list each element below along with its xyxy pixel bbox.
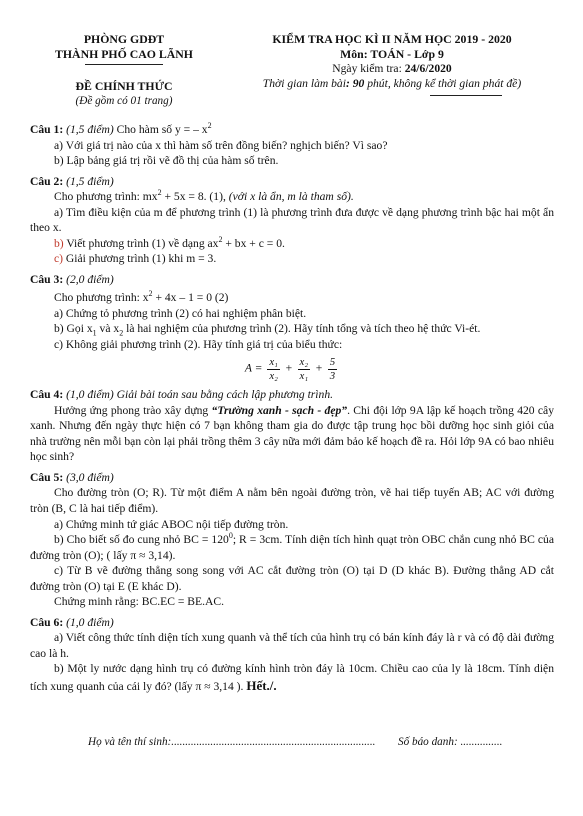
header-right-rule <box>430 95 502 96</box>
official-label: ĐỀ CHÍNH THỨC <box>75 79 173 94</box>
question-6b: b) Một ly nước dạng hình trụ có đường kính hình tròn đáy là 10cm. Chiều cao của ly là 18cm. Tính diện tích xung quanh của cái ly đó? (lấy π ≈ 3,14 ). Hết./. <box>30 662 554 693</box>
question-2c: c) Giải phương trình (1) khi m = 3. <box>54 252 217 266</box>
question-5b: b) Cho biết số đo cung nhỏ BC = $120^0$; R = 3cm. Tính diện tích hình quạt tròn OBC chắn cung nhỏ BC của đường tròn (O); ( lấy π ≈ 3,14). <box>30 531 554 562</box>
exam-date: Ngày kiểm tra: 24/6/2020 <box>332 62 452 76</box>
question-6: Câu 6: (1,0 điểm) a) Viết công thức tính diện tích xung quanh và thể tích của hình trụ có bán kính đáy là r và có độ dài đường cao là h. b) Một ly nước dạng hình trụ có đường kính hình tròn đáy là 10cm. Chiều cao của ly là 18cm. Tính diện tích xung quanh của cái ly đó? (lấy π ≈ 3,14 ). Hết./. <box>30 615 554 693</box>
fraction-1: $\frac{\text{x₁}}{\text{x₂}}$ <box>269 356 278 382</box>
question-5c-prove: Chứng minh rằng: BC.EC = BE.AC. <box>54 595 224 609</box>
department-line1: PHÒNG GDĐT <box>83 32 165 46</box>
question-2: Câu 2: (1,5 điểm) Cho phương trình: $mx^2 + 5x = 8$. (1), (với x là ẩn, m là tham số). a) Tìm điều kiện của m để phương trình (1) là phương trình đưa được về dạng phương trình bậc hai một ẩn theo x. b) Viết phương trình (1) về dạng $ax^2$ + bx + c = 0. c) Giải phương trình (1) khi m = 3. <box>30 174 554 266</box>
exam-subject: Môn: TOÁN - Lớp 9 <box>340 47 444 62</box>
question-4: Câu 4: (1,0 điểm) Giải bài toán sau bằng cách lập phương trình. Hưởng ứng phong trào xây dựng “Trường xanh - sạch - đẹp”. Chi đội lớp 9A lập kế hoạch trồng 420 cây xanh. Nhưng đến ngày thực hiện có 7 bạn không tham gia do được tập trung học bồi dưỡng học sinh giỏi của nhà trường nên mỗi bạn còn lại phải trồng thêm 3 cây nữa mới đảm bảo kế hoạch đề ra. Hỏi lớp 9A có bao nhiêu học sinh? <box>30 388 554 464</box>
question-1b: b) Lập bảng giá trị rồi vẽ đồ thị của hàm số trên. <box>54 154 279 168</box>
question-6a: a) Viết công thức tính diện tích xung quanh và thể tích của hình trụ có bán kính đáy là r và có độ dài đường cao là h. <box>30 631 554 660</box>
formula-A: A = $\frac{\text{x₁}}{\text{x₂}}$ + $\frac{\text{x₂}}{\text{x₁}}$ + $\frac{5}{3}$ <box>244 356 336 382</box>
question-5: Câu 5: (3,0 điểm) Cho đường tròn (O; R). Từ một điểm A nằm bên ngoài đường tròn, vẽ hai tiếp tuyến AB; AC với đường tròn (B, C là hai tiếp điểm). a) Chứng minh tứ giác ABOC nội tiếp đường tròn. b) Cho biết số đo cung nhỏ BC = $120^0$; R = 3cm. Tính diện tích hình quạt tròn OBC chắn cung nhỏ BC của đường tròn (O); ( lấy π ≈ 3,14). c) Từ B vẽ đường thẳng song song với AC cắt đường tròn (O) tại D (D khác B). Đường thẳng AD cắt đường tròn (O) tại E (E khác D). Chứng minh rằng: BC.EC = BE.AC. <box>30 470 554 609</box>
question-3b: b) Gọi $x_1$ và $x_2$ là hai nghiệm của phương trình (2). Hãy tính tổng và tích theo hệ thức Vi-ét. <box>54 322 481 338</box>
question-5c: c) Từ B vẽ đường thẳng song song với AC cắt đường tròn (O) tại D (D khác B). Đường thẳng AD cắt đường tròn (O) tại E (E khác D). <box>30 564 554 593</box>
exam-title: KIỂM TRA HỌC KÌ II NĂM HỌC 2019 - 2020 <box>272 32 512 46</box>
exam-body <box>30 122 554 694</box>
footer <box>88 735 528 750</box>
question-3c: c) Không giải phương trình (2). Hãy tính giá trị của biểu thức: <box>54 337 343 351</box>
department-line2: THÀNH PHỐ CAO LÃNH <box>55 46 193 61</box>
candidate-name-field: Họ và tên thí sinh:......................................................................... <box>88 736 376 748</box>
fraction-2: $\frac{\text{x₂}}{\text{x₁}}$ <box>299 356 309 382</box>
header-left-rule <box>85 64 163 65</box>
question-3-stem: Cho phương trình: $x^2 + 4x - 1 = 0$ (2) <box>54 289 229 305</box>
header-right <box>222 32 562 96</box>
fraction-3: $\frac{5}{3}$ <box>329 356 336 382</box>
pages-note: (Đề gồm có 01 trang) <box>75 95 173 108</box>
header-left <box>38 32 210 108</box>
candidate-id-field: Số báo danh: ............... <box>398 736 503 748</box>
question-1: Câu 1: (1,5 điểm) Cho hàm số y = – $x^2$ a) Với giá trị nào của x thì hàm số trên đồng biến? nghịch biến? Vì sao? b) Lập bảng giá trị rồi vẽ đồ thị của hàm số trên. <box>30 122 554 169</box>
question-3: Câu 3: (2,0 điểm) Cho phương trình: $x^2 + 4x - 1 = 0$ (2) a) Chứng tỏ phương trình (2) có hai nghiệm phân biệt. b) Gọi $x_1$ và $x_2$ là hai nghiệm của phương trình (2). Hãy tính tổng và tích theo hệ thức Vi-ét. c) Không giải phương trình (2). Hãy tính giá trị của biểu thức: A = $\frac{\text{x₁}}{\text{x₂}}$ + $\frac{\text{x₂}}{\text{x₁}}$ + $\frac{5}{3}$ <box>30 272 554 382</box>
question-5a: a) Chứng minh tứ giác ABOC nội tiếp đường tròn. <box>54 517 289 531</box>
question-1a: a) Với giá trị nào của x thì hàm số trên đồng biến? nghịch biến? Vì sao? <box>54 138 388 152</box>
question-2a: a) Tìm điều kiện của m để phương trình (1) là phương trình đưa được về dạng phương trình bậc hai một ẩn theo x. <box>30 205 554 235</box>
question-2-stem: Cho phương trình: $mx^2 + 5x = 8$. (1), (với x là ẩn, m là tham số). <box>54 188 354 204</box>
exam-time: Thời gian làm bài: 90 phút, không kể thời gian phát đề) <box>262 77 522 91</box>
question-3a: a) Chứng tỏ phương trình (2) có hai nghiệm phân biệt. <box>54 306 307 320</box>
question-5-stem: Cho đường tròn (O; R). Từ một điểm A nằm bên ngoài đường tròn, vẽ hai tiếp tuyến AB; AC với đường tròn (B, C là hai tiếp điểm). <box>30 486 554 515</box>
question-2b: b) Viết phương trình (1) về dạng $ax^2$ + bx + c = 0. <box>54 234 285 250</box>
question-4-text: Hưởng ứng phong trào xây dựng “Trường xanh - sạch - đẹp”. Chi đội lớp 9A lập kế hoạch trồng 420 cây xanh. Nhưng đến ngày thực hiện có 7 bạn không tham gia do được tập trung học bồi dưỡng học sinh giỏi của nhà trường nên mỗi bạn còn lại phải trồng thêm 3 cây nữa mới đảm bảo kế hoạch đề ra. Hỏi lớp 9A có bao nhiêu học sinh? <box>30 403 554 464</box>
